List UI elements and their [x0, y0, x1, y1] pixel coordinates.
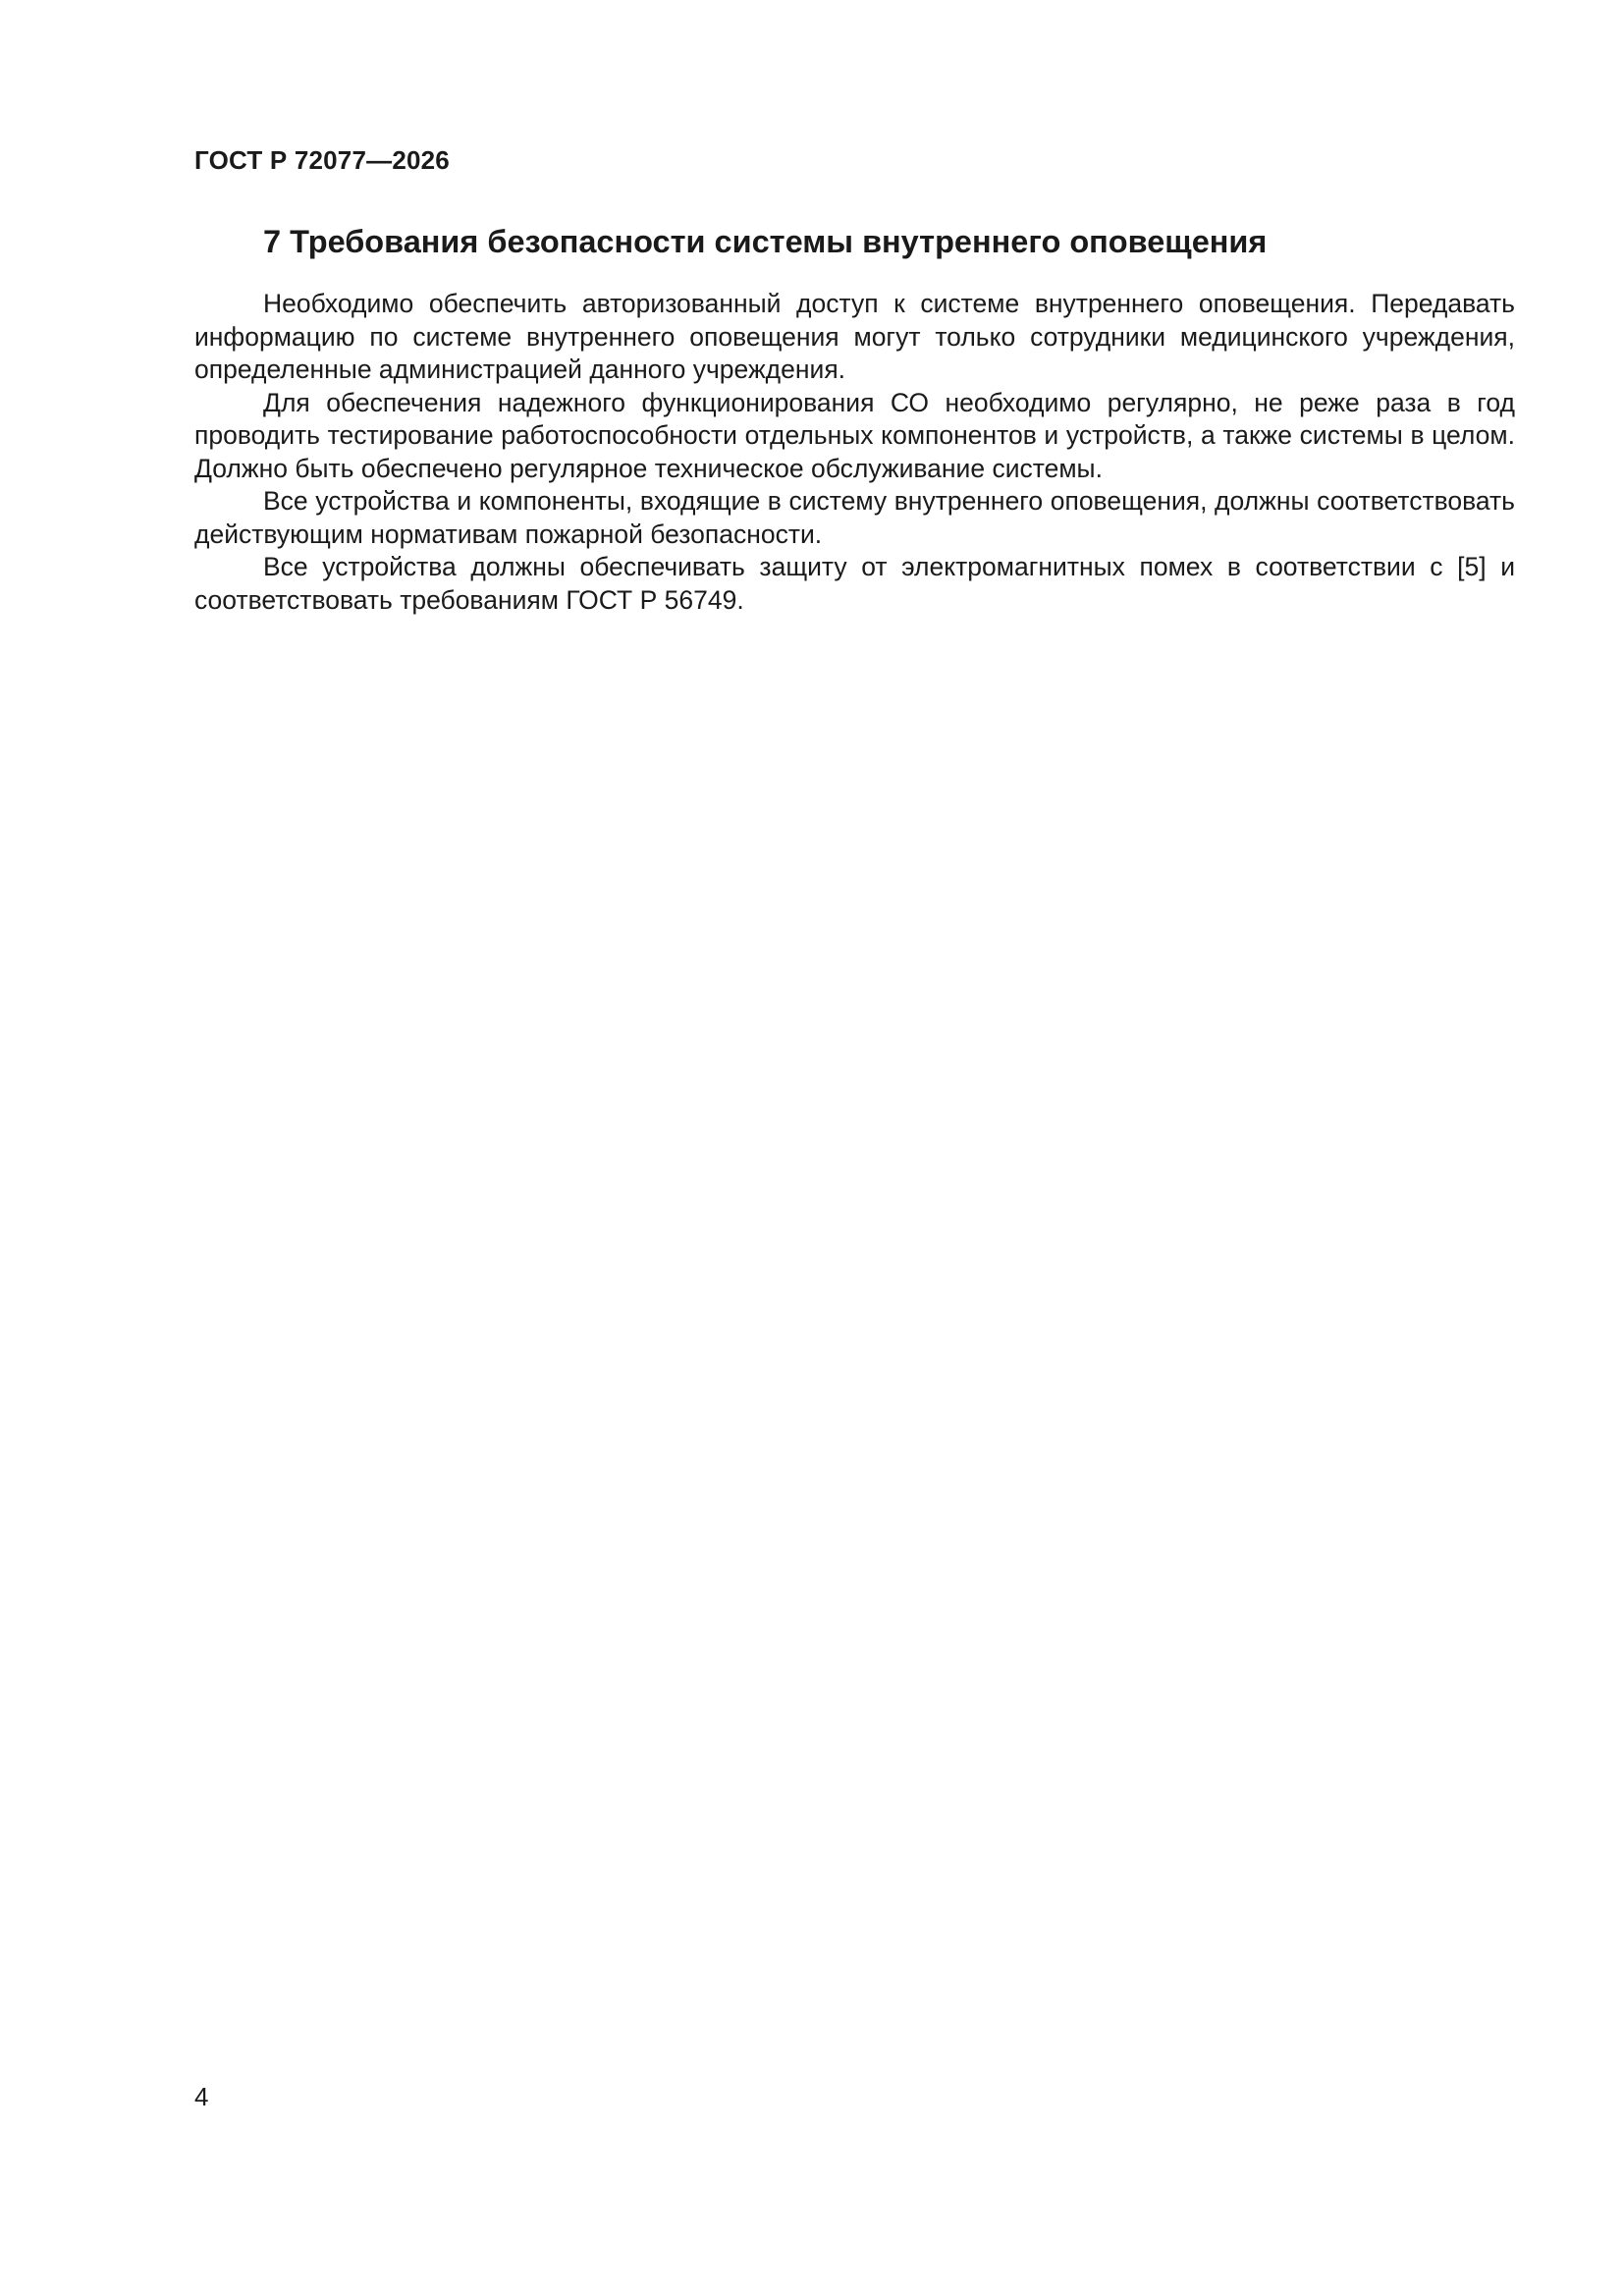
paragraph: Все устройства и компоненты, входящие в систему внутреннего оповещения, должны соответствовать действующим нормативам пожарной безопасности. [194, 486, 1515, 549]
paragraph: Все устройства должны обеспечивать защиту от электромагнитных помех в соответствии с [5] и соответствовать требованиям ГОСТ Р 56749. [194, 552, 1515, 615]
paragraph: Необходимо обеспечить авторизованный доступ к системе внутреннего оповещения. Передавать информацию по системе внутреннего оповещения могут только сотрудники медицинского учреждения, определенные администрацией данного учреждения. [194, 289, 1515, 384]
section-title: 7 Требования безопасности системы внутреннего оповещения [263, 224, 1268, 259]
page-number: 4 [194, 2082, 209, 2111]
section-body [194, 288, 1515, 617]
paragraph: Для обеспечения надежного функционирования СО необходимо регулярно, не реже раза в год проводить тестирование работоспособности отдельных компонентов и устройств, а также системы в целом. Должно быть обеспечено регулярное техническое обслуживание системы. [194, 387, 1515, 483]
document-code-header: ГОСТ Р 72077—2026 [194, 145, 450, 175]
